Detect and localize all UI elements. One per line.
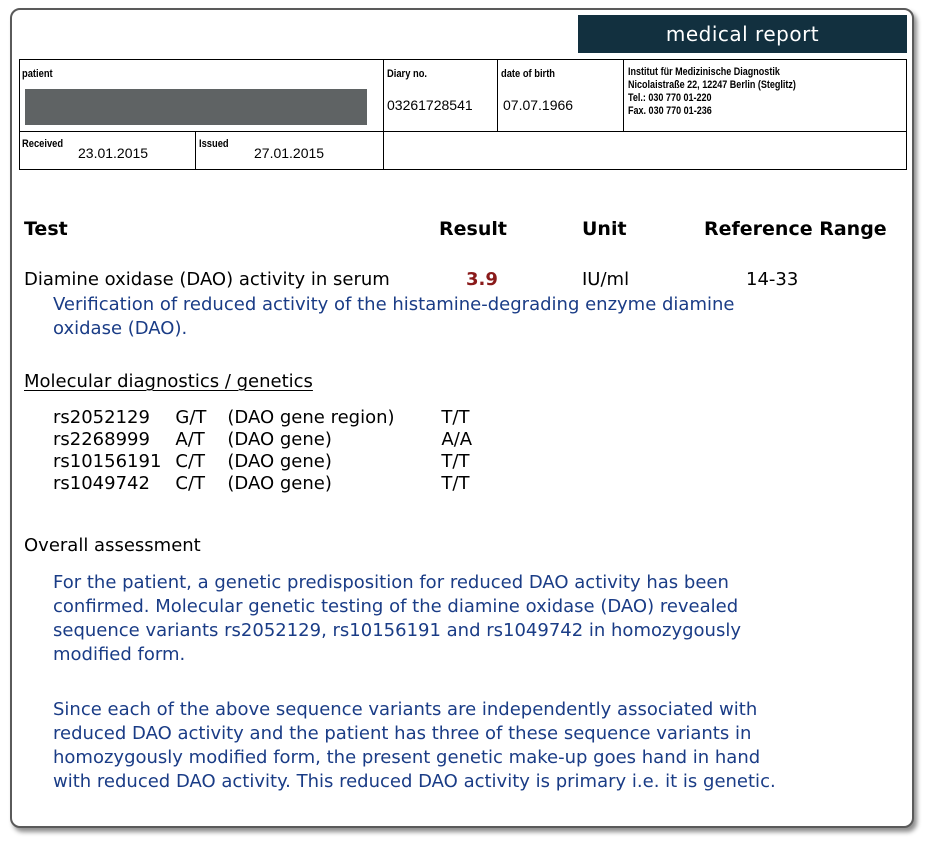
received-label: Received	[22, 138, 64, 150]
result-note-line: Verification of reduced activity of the histamine-degrading enzyme diamine	[53, 294, 735, 315]
result-note	[53, 293, 913, 341]
snp-id: rs2268999	[53, 429, 150, 450]
diary-cell	[383, 59, 498, 132]
assessment-paragraph-1	[53, 571, 913, 667]
institute-address	[628, 66, 796, 118]
header-unit: Unit	[582, 218, 627, 240]
snp-id: rs10156191	[53, 451, 162, 472]
genetics-heading: Molecular diagnostics / genetics	[24, 371, 313, 392]
snp-region: (DAO gene region)	[227, 407, 395, 428]
table-row	[53, 451, 488, 473]
dob-value: 07.07.1966	[503, 97, 574, 113]
header-reference-range: Reference Range	[704, 218, 887, 240]
patient-info-grid	[19, 59, 907, 170]
snp-id: rs2052129	[53, 407, 150, 428]
diary-value: 03261728541	[387, 97, 473, 113]
snp-region: (DAO gene)	[227, 473, 332, 494]
assessment-line: homozygously modified form, the present genetic make-up goes hand in hand	[53, 747, 761, 768]
assessment-line: modified form.	[53, 644, 186, 665]
diary-label: Diary no.	[387, 68, 428, 80]
snp-genotype: A/A	[441, 429, 473, 450]
institute-fax: Fax. 030 770 01-236	[628, 105, 712, 117]
snp-variant: A/T	[175, 429, 205, 450]
table-row	[53, 429, 488, 451]
empty-cell	[383, 131, 907, 170]
patient-cell	[19, 59, 384, 132]
redacted-patient-name	[25, 89, 367, 125]
institute-cell	[623, 59, 907, 132]
header-result: Result	[439, 218, 507, 240]
result-reference: 14-33	[746, 269, 799, 290]
assessment-line: sequence variants rs2052129, rs10156191 and rs1049742 in homozygously	[53, 620, 741, 641]
assessment-line: Since each of the above sequence variants are independently associated with	[53, 699, 758, 720]
snp-region: (DAO gene)	[227, 451, 332, 472]
assessment-line: reduced DAO activity and the patient has three of these sequence variants in	[53, 723, 752, 744]
issued-cell	[195, 131, 384, 170]
snp-genotype: T/T	[441, 473, 470, 494]
result-value: 3.9	[466, 269, 498, 290]
snp-variant: C/T	[175, 473, 206, 494]
table-row	[53, 407, 488, 429]
snp-variant: G/T	[175, 407, 207, 428]
received-cell	[19, 131, 196, 170]
issued-value: 27.01.2015	[254, 145, 325, 161]
snp-variant: C/T	[175, 451, 206, 472]
report-title-banner: medical report	[578, 15, 907, 53]
assessment-line: For the patient, a genetic predisposition for reduced DAO activity has been	[53, 572, 729, 593]
institute-phone: Tel.: 030 770 01-220	[628, 92, 712, 104]
assessment-line: confirmed. Molecular genetic testing of the diamine oxidase (DAO) revealed	[53, 596, 739, 617]
assessment-line: with reduced DAO activity. This reduced DAO activity is primary i.e. it is genetic.	[53, 771, 776, 792]
institute-street: Nicolaistraße 22, 12247 Berlin (Steglitz)	[628, 79, 796, 91]
assessment-paragraph-2	[53, 698, 913, 794]
institute-name: Institut für Medizinische Diagnostik	[628, 66, 780, 78]
snp-id: rs1049742	[53, 473, 150, 494]
table-row	[53, 473, 488, 495]
dob-label: date of birth	[501, 68, 556, 80]
patient-label: patient	[22, 68, 53, 80]
result-test-name: Diamine oxidase (DAO) activity in serum	[24, 269, 390, 290]
result-note-line: oxidase (DAO).	[53, 318, 188, 339]
issued-label: Issued	[199, 138, 229, 150]
dob-cell	[497, 59, 624, 132]
snp-region: (DAO gene)	[227, 429, 332, 450]
result-unit: IU/ml	[582, 269, 630, 290]
snp-genotype: T/T	[441, 407, 470, 428]
snp-genotype: T/T	[441, 451, 470, 472]
received-value: 23.01.2015	[78, 145, 149, 161]
header-test: Test	[24, 218, 68, 240]
assessment-heading: Overall assessment	[24, 535, 201, 556]
genetics-table	[53, 407, 488, 495]
